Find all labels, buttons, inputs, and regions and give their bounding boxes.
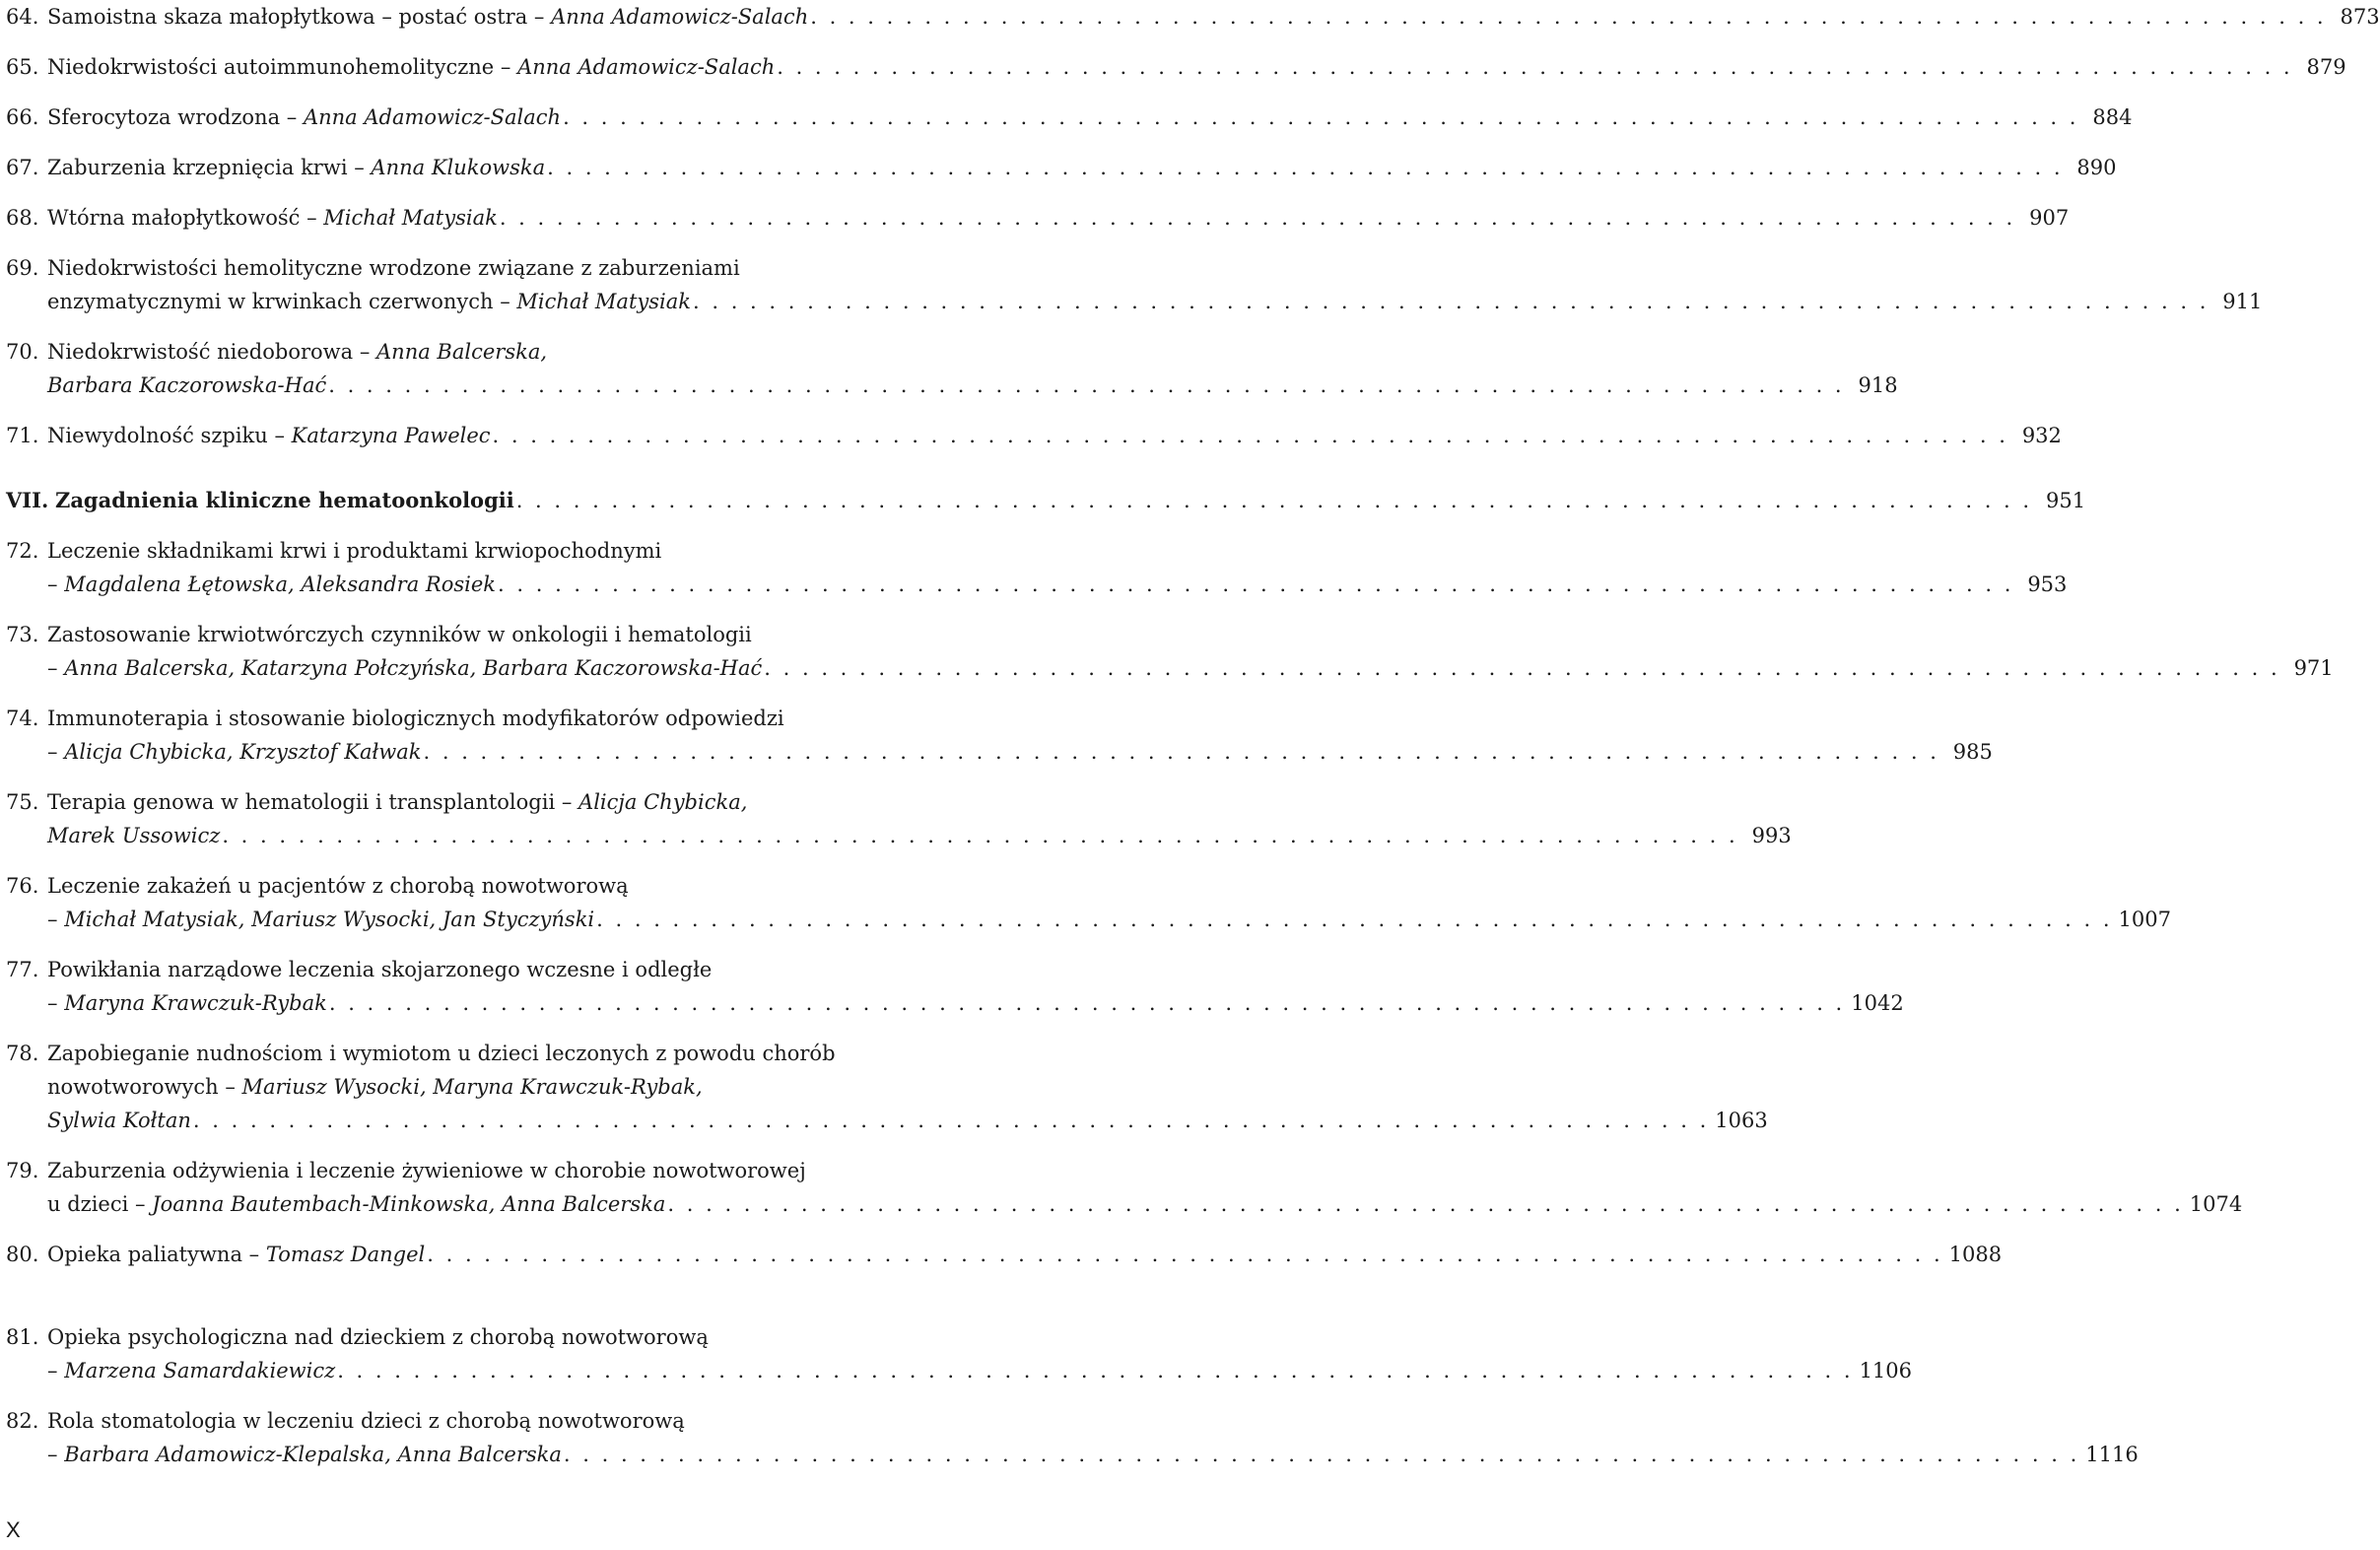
toc-entry[interactable] — [6, 419, 2062, 452]
leader-dots: . . . . . . . . . . . . . . . . . . . . . . . . . . . . . . . . . . . . . . . . . . . . . . . . . . . . . . . . . . . . . . . . . . . . . . . . . . . . . . . . — [423, 740, 1939, 764]
toc-entry[interactable] — [6, 50, 2346, 84]
page-number: 932 — [2021, 424, 2062, 447]
entry-title: u dzieci – — [47, 1192, 153, 1216]
page-number: 1088 — [1948, 1243, 2003, 1266]
page-number: 985 — [1952, 740, 1993, 764]
entry-text — [47, 1104, 191, 1137]
entry-title: Niedokrwistości autoimmunohemolityczne – — [47, 55, 518, 79]
entry-number: 67. — [6, 156, 39, 179]
entry-author: Maryna Krawczuk-Rybak — [64, 991, 327, 1015]
entry-number: 80. — [6, 1243, 39, 1266]
entry-title: Wtórna małopłytkowość – — [47, 206, 324, 230]
entry-title: Opieka psychologiczna nad dzieckiem z chorobą nowotworową — [47, 1325, 709, 1349]
entry-title: – — [47, 1359, 65, 1382]
page-number: 911 — [2222, 290, 2263, 313]
entry-author: Joanna Bautembach-Minkowska, Anna Balcerska — [152, 1192, 666, 1216]
toc-entry[interactable] — [6, 702, 1993, 769]
entry-title: Rola stomatologia w leczeniu dzieci z chorobą nowotworową — [47, 1409, 685, 1433]
entry-text — [55, 484, 514, 517]
page-number: 873 — [2340, 5, 2380, 29]
entry-title: Niedokrwistości hemolityczne wrodzone związane z zaburzeniami — [47, 256, 740, 280]
leader-dots: . . . . . . . . . . . . . . . . . . . . . . . . . . . . . . . . . . . . . . . . . . . . . . . . . . . . . . . . . . . . . . . . . . . . . . . . . . . . . . . . — [667, 1192, 2184, 1216]
entry-text — [47, 790, 747, 814]
toc-entry[interactable] — [6, 1037, 1768, 1137]
entry-author: Magdalena Łętowska, Aleksandra Rosiek — [64, 573, 497, 596]
page-number: 993 — [1751, 824, 1792, 847]
entry-title: enzymatycznymi w krwinkach czerwonych – — [47, 290, 517, 313]
entry-title: Terapia genowa w hematologii i transplantologii – — [47, 790, 579, 814]
entry-number: 74. — [6, 707, 39, 730]
entry-text — [47, 1438, 562, 1471]
toc-entry[interactable] — [6, 335, 1898, 402]
entry-title: Zapobieganie nudnościom i wymiotom u dzieci leczonych z powodu chorób — [47, 1042, 836, 1065]
entry-author: Barbara Kaczorowska-Hać — [47, 373, 327, 397]
entry-title: Powikłania narządowe leczenia skojarzonego wczesne i odległe — [47, 958, 713, 981]
entry-text — [47, 1238, 425, 1271]
entry-author: Marek Ussowicz — [47, 824, 221, 847]
entry-text — [47, 256, 740, 280]
entry-text — [47, 568, 496, 601]
entry-number: 81. — [6, 1325, 39, 1349]
page-number: 1074 — [2189, 1192, 2243, 1216]
toc-entry[interactable] — [6, 869, 2171, 936]
toc-entry[interactable] — [6, 101, 2133, 134]
toc-entry[interactable] — [6, 1404, 2139, 1471]
entry-title: – — [47, 656, 65, 680]
entry-title: Samoistna skaza małopłytkowa – postać ostra – — [47, 5, 552, 29]
entry-text — [47, 1159, 806, 1182]
entry-author: Sylwia Kołtan — [47, 1109, 191, 1132]
toc-entry[interactable] — [6, 201, 2070, 235]
leader-dots: . . . . . . . . . . . . . . . . . . . . . . . . . . . . . . . . . . . . . . . . . . . . . . . . . . . . . . . . . . . . . . . . . . . . . . . . . . . . . . . . — [810, 5, 2327, 29]
entry-number: 64. — [6, 5, 39, 29]
page-number: 1007 — [2118, 908, 2171, 931]
leader-dots: . . . . . . . . . . . . . . . . . . . . . . . . . . . . . . . . . . . . . . . . . . . . . . . . . . . . . . . . . . . . . . . . . . . . . . . . . . . . . . . . — [328, 991, 1846, 1015]
entry-text — [47, 1409, 685, 1433]
entry-author: Michał Matysiak — [516, 290, 691, 313]
entry-title: Zagadnienia kliniczne hematoonkologii — [55, 488, 514, 512]
entry-text — [47, 735, 422, 769]
entry-author: Marzena Samardakiewicz — [64, 1359, 336, 1382]
entry-title: Zastosowanie krwiotwórczych czynników w onkologii i hematologii — [47, 623, 752, 646]
entry-number: 65. — [6, 55, 39, 79]
entry-number: 79. — [6, 1159, 39, 1182]
entry-title: Niedokrwistość niedoborowa – — [47, 340, 377, 364]
page-number: 1116 — [2085, 1443, 2139, 1466]
entry-text — [47, 0, 808, 34]
entry-text — [47, 101, 561, 134]
leader-dots: . . . . . . . . . . . . . . . . . . . . . . . . . . . . . . . . . . . . . . . . . . . . . . . . . . . . . . . . . . . . . . . . . . . . . . . . . . . . . . . . — [427, 1243, 1943, 1266]
entry-text — [47, 285, 691, 318]
entry-author: Anna Klukowska — [371, 156, 546, 179]
entry-text — [47, 1354, 335, 1387]
page-number: 918 — [1858, 373, 1898, 397]
leader-dots: . . . . . . . . . . . . . . . . . . . . . . . . . . . . . . . . . . . . . . . . . . . . . . . . . . . . . . . . . . . . . . . . . . . . . . . . . . . . . . . . — [492, 424, 2008, 447]
toc-entry[interactable] — [6, 151, 2117, 184]
entry-text — [47, 1325, 709, 1349]
entry-text — [47, 707, 784, 730]
page-number: 1042 — [1851, 991, 1904, 1015]
entry-text — [47, 903, 594, 936]
entry-number: 70. — [6, 340, 39, 364]
toc-entry[interactable] — [6, 1154, 2243, 1221]
entry-number: 78. — [6, 1042, 39, 1065]
entry-author: Anna Adamowicz-Salach — [517, 55, 776, 79]
entry-number: VII. — [6, 488, 49, 512]
leader-dots: . . . . . . . . . . . . . . . . . . . . . . . . . . . . . . . . . . . . . . . . . . . . . . . . . . . . . . . . . . . . . . . . . . . . . . . . . . . . . . . . — [547, 156, 2064, 179]
entry-text — [47, 50, 775, 84]
entry-title: – — [47, 991, 65, 1015]
entry-author: Alicja Chybicka, — [578, 790, 748, 814]
entry-number: 66. — [6, 105, 39, 129]
entry-title: Zaburzenia krzepnięcia krwi – — [47, 156, 372, 179]
page-number: 971 — [2293, 656, 2334, 680]
toc-entry[interactable] — [6, 785, 1792, 852]
entry-title: Niewydolność szpiku – — [47, 424, 292, 447]
entry-title: Leczenie zakażeń u pacjentów z chorobą nowotworową — [47, 874, 629, 898]
entry-number: 69. — [6, 256, 39, 280]
entry-author: Katarzyna Pawelec — [291, 424, 491, 447]
entry-text — [47, 874, 629, 898]
entry-title: Immunoterapia i stosowanie biologicznych modyfikatorów odpowiedzi — [47, 707, 784, 730]
page-number: 953 — [2027, 573, 2068, 596]
entry-text — [47, 201, 498, 235]
entry-author: Mariusz Wysocki, Maryna Krawczuk-Rybak, — [241, 1075, 703, 1099]
entry-author: Tomasz Dangel — [265, 1243, 426, 1266]
entry-author: Anna Balcerska, Katarzyna Połczyńska, Barbara Kaczorowska-Hać — [64, 656, 763, 680]
page-number: 1063 — [1715, 1109, 1768, 1132]
leader-dots: . . . . . . . . . . . . . . . . . . . . . . . . . . . . . . . . . . . . . . . . . . . . . . . . . . . . . . . . . . . . . . . . . . . . . . . . . . . . . . . . — [764, 656, 2280, 680]
entry-title: Zaburzenia odżywienia i leczenie żywieniowe w chorobie nowotworowej — [47, 1159, 806, 1182]
entry-number: 77. — [6, 958, 39, 981]
entry-title: Leczenie składnikami krwi i produktami krwiopochodnymi — [47, 539, 662, 563]
entry-title: Opieka paliatywna – — [47, 1243, 266, 1266]
leader-dots: . . . . . . . . . . . . . . . . . . . . . . . . . . . . . . . . . . . . . . . . . . . . . . . . . . . . . . . . . . . . . . . . . . . . . . . . . . . . . . . . — [563, 1443, 2080, 1466]
entry-text — [47, 986, 327, 1020]
toc-entry[interactable] — [6, 534, 2068, 601]
entry-text — [47, 1187, 665, 1221]
entry-number: 76. — [6, 874, 39, 898]
toc-entry[interactable] — [6, 484, 2086, 517]
entry-title: – — [47, 573, 65, 596]
entry-text — [47, 623, 752, 646]
entry-number: 72. — [6, 539, 39, 563]
entry-text — [47, 819, 220, 852]
entry-title: – — [47, 740, 65, 764]
leader-dots: . . . . . . . . . . . . . . . . . . . . . . . . . . . . . . . . . . . . . . . . . . . . . . . . . . . . . . . . . . . . . . . . . . . . . . . . . . . . . . . . — [693, 290, 2210, 313]
leader-dots: . . . . . . . . . . . . . . . . . . . . . . . . . . . . . . . . . . . . . . . . . . . . . . . . . . . . . . . . . . . . . . . . . . . . . . . . . . . . . . . . — [498, 573, 2014, 596]
page-number: 879 — [2306, 55, 2346, 79]
entry-number: 82. — [6, 1409, 39, 1433]
entry-text — [47, 651, 762, 685]
leader-dots: . . . . . . . . . . . . . . . . . . . . . . . . . . . . . . . . . . . . . . . . . . . . . . . . . . . . . . . . . . . . . . . . . . . . . . . . . . . . . . . . — [515, 489, 2033, 512]
toc-entry[interactable] — [6, 618, 2334, 685]
leader-dots: . . . . . . . . . . . . . . . . . . . . . . . . . . . . . . . . . . . . . . . . . . . . . . . . . . . . . . . . . . . . . . . . . . . . . . . . . . . . . . . . — [337, 1359, 1854, 1382]
entry-author: Barbara Adamowicz-Klepalska, Anna Balcerska — [64, 1443, 562, 1466]
leader-dots: . . . . . . . . . . . . . . . . . . . . . . . . . . . . . . . . . . . . . . . . . . . . . . . . . . . . . . . . . . . . . . . . . . . . . . . . . . . . . . . . — [499, 206, 2016, 230]
entry-text — [47, 151, 545, 184]
entry-text — [47, 1042, 836, 1065]
entry-author: Michał Matysiak — [323, 206, 498, 230]
entry-text — [47, 539, 661, 563]
entry-title: Sferocytoza wrodzona – — [47, 105, 304, 129]
entry-number: 71. — [6, 424, 39, 447]
page-number: 1106 — [1859, 1359, 1913, 1382]
entry-author: Anna Adamowicz-Salach — [551, 5, 809, 29]
entry-text — [47, 958, 712, 981]
entry-title: – — [47, 908, 65, 931]
page-number: 890 — [2076, 156, 2117, 179]
entry-number: 68. — [6, 206, 39, 230]
toc-entry[interactable] — [6, 0, 2380, 34]
entry-text — [47, 340, 547, 364]
toc-entry[interactable] — [6, 1320, 1913, 1387]
toc-entry[interactable] — [6, 953, 1904, 1020]
leader-dots: . . . . . . . . . . . . . . . . . . . . . . . . . . . . . . . . . . . . . . . . . . . . . . . . . . . . . . . . . . . . . . . . . . . . . . . . . . . . . . . . — [328, 373, 1845, 397]
entry-text — [47, 1075, 703, 1099]
entry-text — [47, 369, 326, 402]
leader-dots: . . . . . . . . . . . . . . . . . . . . . . . . . . . . . . . . . . . . . . . . . . . . . . . . . . . . . . . . . . . . . . . . . . . . . . . . . . . . . . . . — [192, 1109, 1710, 1132]
entry-author: Anna Balcerska, — [376, 340, 548, 364]
entry-author: Michał Matysiak, Mariusz Wysocki, Jan Styczyński — [64, 908, 595, 931]
leader-dots: . . . . . . . . . . . . . . . . . . . . . . . . . . . . . . . . . . . . . . . . . . . . . . . . . . . . . . . . . . . . . . . . . . . . . . . . . . . . . . . . — [563, 105, 2079, 129]
toc-entry[interactable] — [6, 251, 2263, 318]
entry-text — [47, 419, 491, 452]
leader-dots: . . . . . . . . . . . . . . . . . . . . . . . . . . . . . . . . . . . . . . . . . . . . . . . . . . . . . . . . . . . . . . . . . . . . . . . . . . . . . . . . — [222, 824, 1738, 847]
leader-dots: . . . . . . . . . . . . . . . . . . . . . . . . . . . . . . . . . . . . . . . . . . . . . . . . . . . . . . . . . . . . . . . . . . . . . . . . . . . . . . . . — [596, 908, 2113, 931]
entry-title: – — [47, 1443, 65, 1466]
page-number: 884 — [2092, 105, 2133, 129]
leader-dots: . . . . . . . . . . . . . . . . . . . . . . . . . . . . . . . . . . . . . . . . . . . . . . . . . . . . . . . . . . . . . . . . . . . . . . . . . . . . . . . . — [777, 55, 2293, 79]
entry-author: Anna Adamowicz-Salach — [303, 105, 562, 129]
toc-entry[interactable] — [6, 1238, 2003, 1271]
entry-title: nowotworowych – — [47, 1075, 242, 1099]
page-number: 951 — [2045, 489, 2086, 512]
page-number: 907 — [2029, 206, 2070, 230]
entry-number: 75. — [6, 790, 39, 814]
entry-author: Alicja Chybicka, Krzysztof Kałwak — [64, 740, 422, 764]
entry-number: 73. — [6, 623, 39, 646]
page-number-roman: X — [6, 1517, 21, 1542]
